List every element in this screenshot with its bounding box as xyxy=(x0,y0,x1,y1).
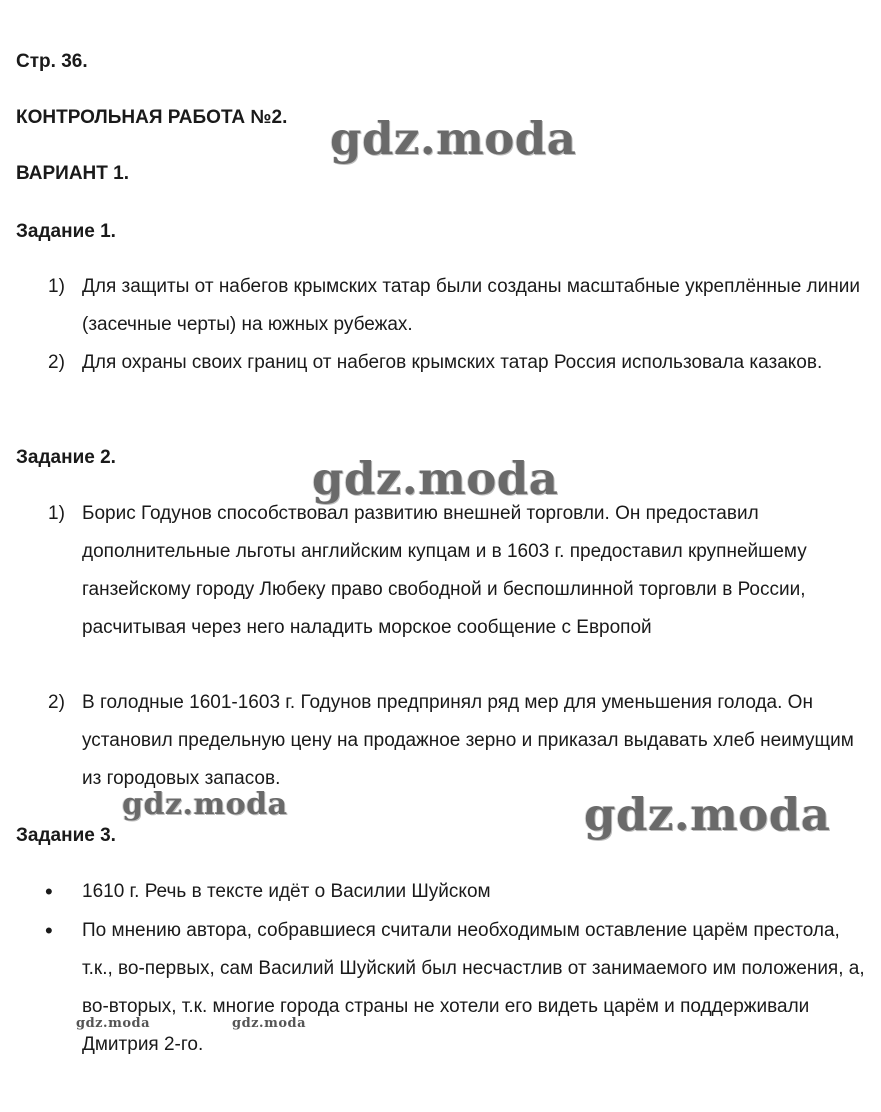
bullet-marker: • xyxy=(45,918,53,943)
list-item-text: Для охраны своих границ от набегов крымских татар Россия использовала казаков. xyxy=(82,352,823,373)
watermark: gdz.moda xyxy=(76,1016,151,1031)
task-title: Задание 3. xyxy=(16,825,116,846)
bullet-marker: • xyxy=(45,879,53,904)
list-item-text: 1610 г. Речь в тексте идёт о Василии Шуйском xyxy=(82,881,491,902)
watermark: gdz.moda xyxy=(122,787,288,822)
task-title: Задание 2. xyxy=(16,447,116,468)
list-marker: 1) xyxy=(48,503,65,524)
variant-title: ВАРИАНТ 1. xyxy=(16,163,129,184)
watermark: gdz.moda xyxy=(584,788,831,841)
watermark: gdz.moda xyxy=(312,452,559,505)
task-title: Задание 1. xyxy=(16,221,116,242)
list-item-text: Борис Годунов способствовал развитию внешней торговли. Он предоставил дополнительные льготы английским купцам и в 1603 г. предоставил крупнейшему ганзейскому городу Любеку право свободной и беспошлинной торговли в России, расчитывая через него наладить морское сообщение с Европой xyxy=(82,503,807,638)
watermark: gdz.moda xyxy=(232,1016,307,1031)
list-item-text: По мнению автора, собравшиеся считали необходимым оставление царём престола, т.к., во-первых, сам Василий Шуйский был несчастлив от занимаемого им положения, а, во-вторых, т.к. многие города страны не хотели его видеть царём и поддерживали Дмитрия 2-го. xyxy=(82,920,865,1055)
list-item-text: В голодные 1601-1603 г. Годунов предпринял ряд мер для уменьшения голода. Он установил предельную цену на продажное зерно и приказал выдавать хлеб неимущим из городовых запасов. xyxy=(82,692,854,789)
list-marker: 2) xyxy=(48,692,65,713)
list-marker: 1) xyxy=(48,276,65,297)
page-label: Стр. 36. xyxy=(16,51,88,72)
list-marker: 2) xyxy=(48,352,65,373)
work-title: КОНТРОЛЬНАЯ РАБОТА №2. xyxy=(16,107,288,128)
watermark: gdz.moda xyxy=(330,112,577,165)
list-item-text: Для защиты от набегов крымских татар были созданы масштабные укреплённые линии (засечные черты) на южных рубежах. xyxy=(82,276,860,335)
